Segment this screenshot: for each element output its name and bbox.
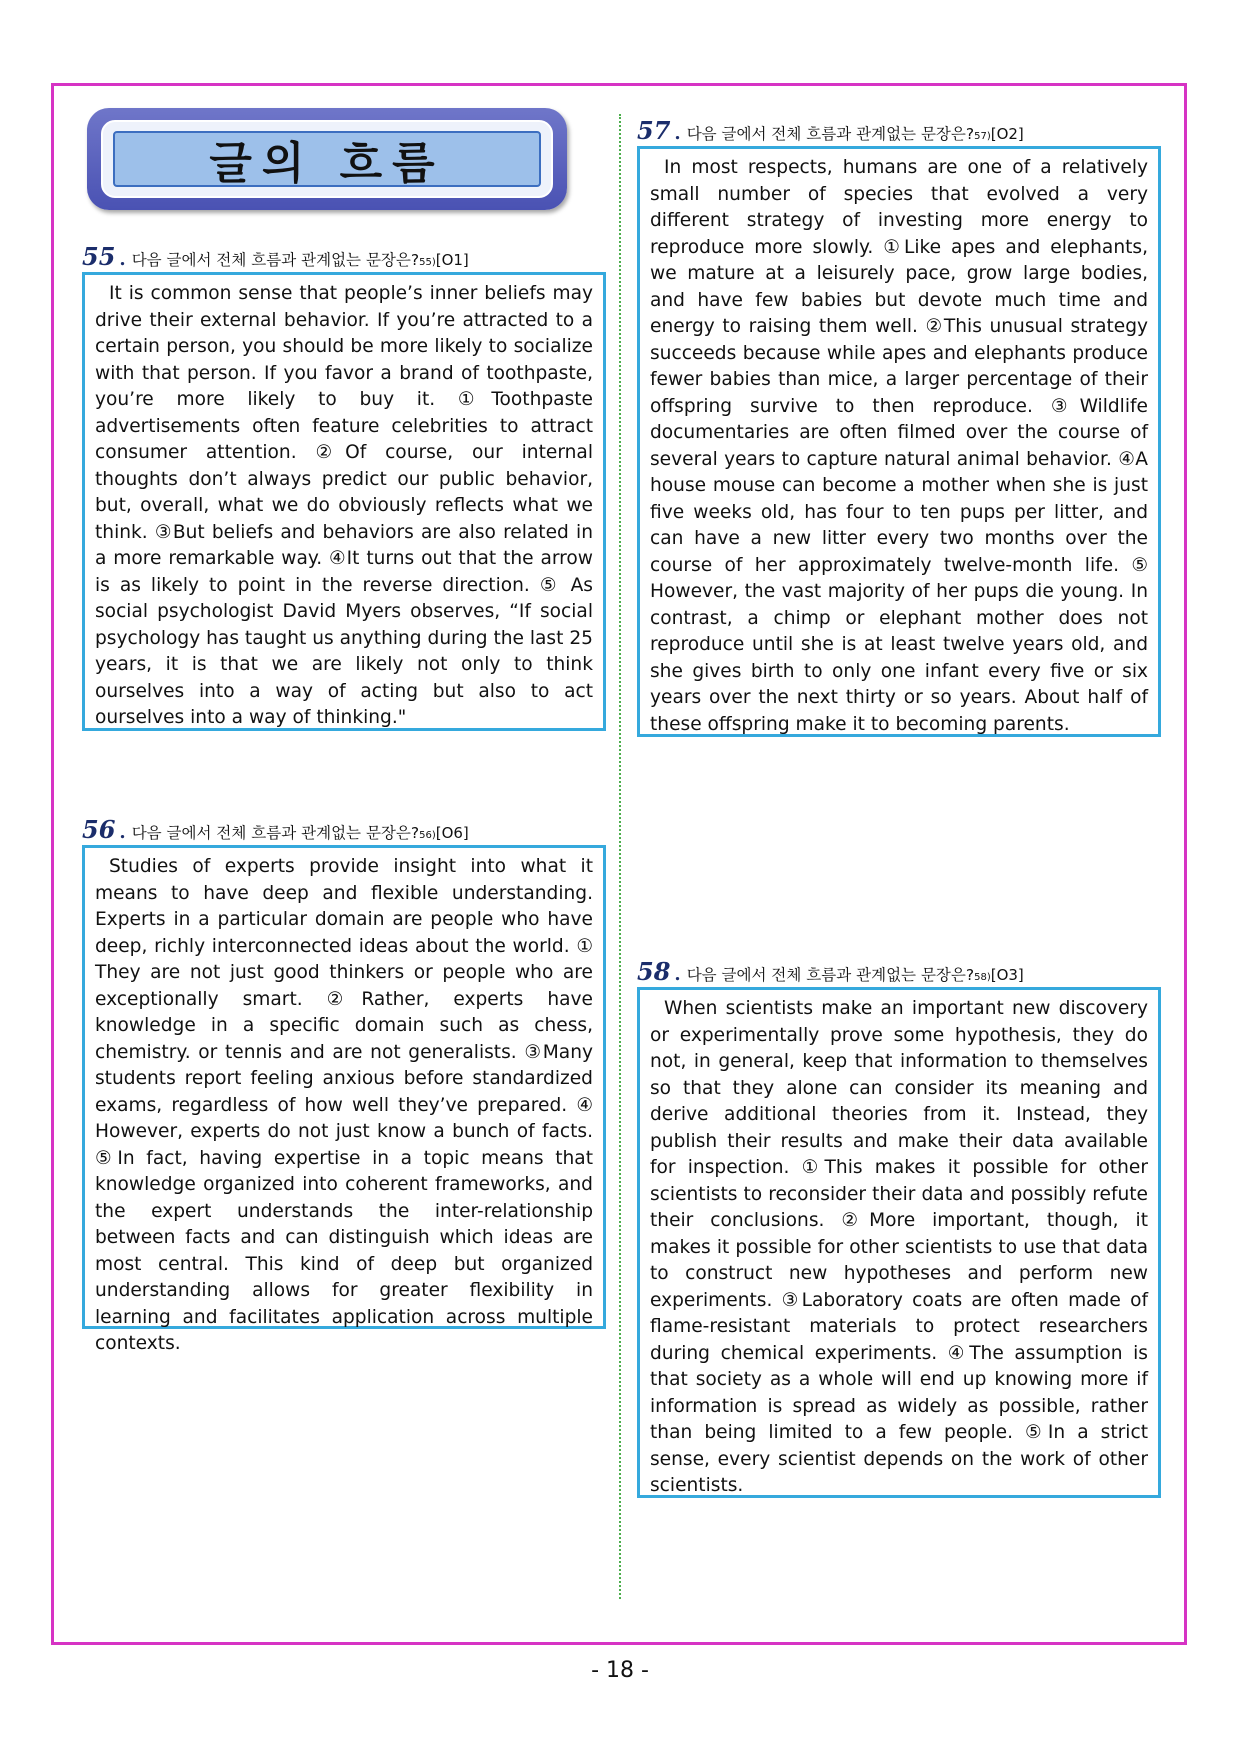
- question-58: [637, 957, 1161, 1498]
- question-ref: 57): [974, 131, 991, 142]
- question-ref: 58): [974, 972, 991, 983]
- section-title-banner: [87, 108, 567, 210]
- question-57: [637, 116, 1161, 737]
- question-55: [82, 242, 606, 731]
- question-code: [O1]: [435, 251, 469, 269]
- question-number: 58: [637, 957, 671, 986]
- question-header: 57 . 다음 글에서 전체 흐름과 관계없는 문장은? 57) [O2]: [637, 116, 1024, 145]
- page-number: - 18 -: [591, 1658, 649, 1683]
- passage-box: [637, 987, 1161, 1498]
- question-code: [O6]: [435, 824, 469, 842]
- passage-text: In most respects, humans are one of a relatively small number of species that evolved a very different strategy of investing more energy to reproduce more slowly. ①Like apes and elephants, we mature at a leisurely pace, grow large bodies, and have few babies but devote much time and energy to raising them well. ②This unusual strategy succeeds because while apes and elephants produce fewer babies than mice, a larger percentage of their offspring survive to then reproduce. ③Wildlife documentaries are often filmed over the course of several years to capture natural animal behavior. ④A house mouse can become a mother when she is just five weeks old, has four to ten pups per litter, and can have a new litter every two months over the course of her approximately twelve-month life. ⑤ However, the vast majority of her pups die young. In contrast, a chimp or elephant mother does not reproduce until she is at least twelve years old, and she gives birth to only one infant every five or six years over the next thirty or so years. About half of these offspring make it to becoming parents.: [650, 157, 1148, 735]
- column-divider: [619, 114, 621, 1599]
- question-number: 55: [82, 242, 116, 271]
- question-prompt: 다음 글에서 전체 흐름과 관계없는 문장은?: [131, 251, 420, 269]
- question-ref: 55): [419, 257, 436, 268]
- passage-box: [82, 845, 606, 1354]
- question-prompt: 다음 글에서 전체 흐름과 관계없는 문장은?: [686, 125, 975, 143]
- passage-text: It is common sense that people’s inner beliefs may drive their external behavior. If you’re attracted to a certain person, you should be more likely to socialize with that person. If you favor a brand of toothpaste, you’re more likely to buy it. ①Toothpaste advertisements often feature celebrities to attract consumer attention. ②Of course, our internal thoughts don’t always predict our public behavior, but, overall, what we do obviously reflects what we think. ③But beliefs and behaviors are also related in a more remarkable way. ④It turns out that the arrow is as likely to point in the reverse direction. ⑤ As social psychologist David Myers observes, “If social psychology has taught us anything during the last 25 years, it is that we are likely not only to think ourselves into a way of acting but also to act ourselves into a way of thinking.": [95, 283, 593, 728]
- question-code: [O2]: [990, 125, 1024, 143]
- passage-text: When scientists make an important new discovery or experimentally prove some hypothesis, they do not, in general, keep that information to themselves so that they alone can consider its meaning and derive additional theories from it. Instead, they publish their results and make their data available for inspection. ①This makes it possible for other scientists to reconsider their data and possibly refute their conclusions. ②More important, though, it makes it possible for other scientists to use that data to construct new hypotheses and perform new experiments. ③Laboratory coats are often made of flame-resistant materials to protect researchers during chemical experiments. ④The assumption is that society as a whole will end up knowing more if information is spread as widely as possible, rather than being limited to a few people. ⑤In a strict sense, every scientist depends on the work of other scientists.: [650, 998, 1148, 1496]
- question-header: 56 . 다음 글에서 전체 흐름과 관계없는 문장은? 56) [O6]: [82, 815, 469, 844]
- question-code: [O3]: [990, 966, 1024, 984]
- question-prompt: 다음 글에서 전체 흐름과 관계없는 문장은?: [686, 966, 975, 984]
- question-56: [82, 815, 606, 1354]
- passage-text: Studies of experts provide insight into what it means to have deep and flexible understanding. Experts in a particular domain are people who have deep, richly interconnected ideas about the world. ① They are not just good thinkers or people who are exceptionally smart. ②Rather, experts have knowledge in a specific domain such as chess, chemistry. or tennis and are not generalists. ③Many students report feeling anxious before standardized exams, regardless of how well they’ve prepared. ④ However, experts do not just know a bunch of facts. ⑤In fact, having expertise in a topic means that knowledge organized into coherent frameworks, and the expert understands the inter-relationship between facts and can distinguish which ideas are most central. This kind of deep but organized understanding allows for greater flexibility in learning and facilitates application across multiple contexts.: [95, 856, 593, 1354]
- question-ref: 56): [419, 830, 436, 841]
- question-prompt: 다음 글에서 전체 흐름과 관계없는 문장은?: [131, 824, 420, 842]
- question-number: 56: [82, 815, 116, 844]
- passage-box: [82, 272, 606, 731]
- question-header: 58 . 다음 글에서 전체 흐름과 관계없는 문장은? 58) [O3]: [637, 957, 1024, 986]
- section-title: 글의 흐름: [209, 138, 445, 189]
- question-header: 55 . 다음 글에서 전체 흐름과 관계없는 문장은? 55) [O1]: [82, 242, 469, 271]
- passage-box: [637, 146, 1161, 737]
- question-number: 57: [637, 116, 671, 145]
